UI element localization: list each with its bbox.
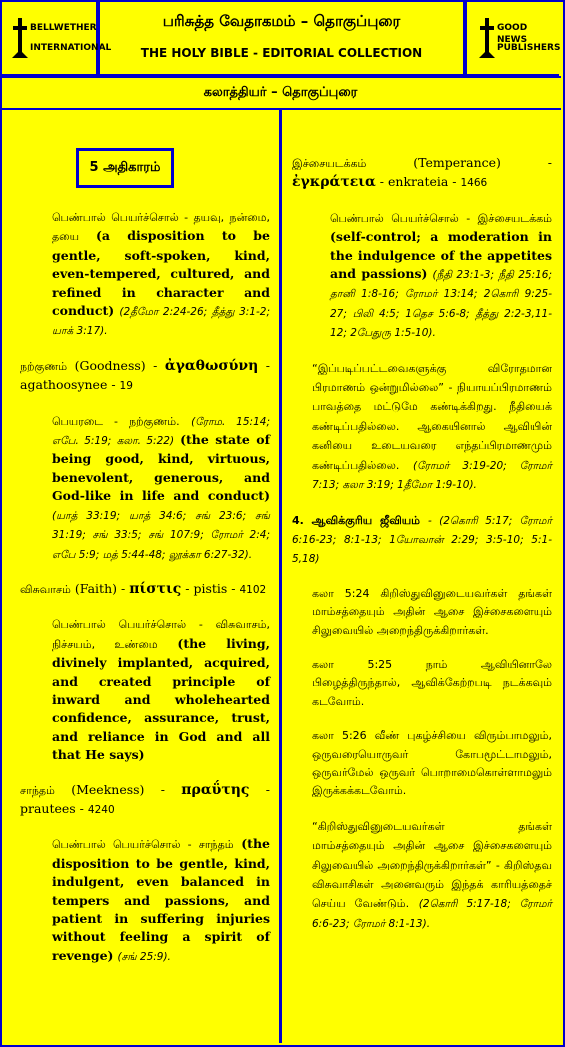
kindness-tamil: பெண்பால் பெயர்ச்சொல் - தயவு, நன்மை, தயை (52, 211, 270, 244)
law-commentary-ref: (ரோமர் 3:19-20; ரோமர் 7:13; கலா 3:19; 1தீமோ 1:9-10). (312, 459, 552, 492)
faith-def-tamil: பெண்பால் பெயர்ச்சொல் - விசுவாசம், நிச்சயம், உண்மை (52, 618, 270, 651)
meekness-strongs: 4240 (87, 803, 115, 816)
goodness-english: (Goodness) - (74, 357, 158, 373)
cross-icon (479, 18, 495, 58)
spiritual-life-heading (292, 511, 552, 569)
law-commentary (312, 359, 552, 495)
kindness-references: (2தீமோ 2:24-26; தீத்து 3:1-2; யாக் 3:17). (52, 306, 270, 338)
faith-definition (52, 615, 270, 764)
kindness-definition (52, 208, 270, 341)
meekness-greek: πραΰτης (181, 781, 250, 798)
logo-right-line1: GOOD NEWS (497, 23, 528, 45)
verse-5-25: கலா 5:25 நாம் ஆவியினாலே பிழைத்திருந்தால், ஆவிக்கேற்றபடி நடக்கவும் கடவோம். (312, 657, 552, 708)
meekness-translit: prautees - (20, 800, 84, 816)
logo-bellwether (0, 0, 112, 76)
meekness-def-english: (the disposition to be gentle, kind, indulgent, even balanced in tempers and passions, and patient in suffering injuries without feeling a spirit of revenge) (52, 836, 270, 963)
right-column (292, 118, 552, 949)
logo-right-line2: PUBLISHERS (497, 43, 561, 53)
temperance-def-ref: (நீதி 23:1-3; நீதி 25:16; தானி 1:8-16; ரோமர் 13:14; 2கொரி 9:25-27; பிலி 4:5; 1தெச 5:6-8; தீத்து 2:2-3,11-12; 2பேதுரு 1:5-10). (330, 269, 553, 340)
title-tamil: பரிசுத்த வேதாகமம் – தொகுப்புரை (162, 12, 401, 30)
meekness-english: (Meekness) - (71, 781, 165, 797)
section-subtitle: கலாத்தியர் – தொகுப்புரை (0, 76, 561, 110)
logo-left-line1: BELLWETHER (30, 23, 97, 33)
spiritual-life-title: 4. ஆவிக்குரிய ஜீவியம் (292, 513, 421, 527)
faith-strongs: 4102 (239, 583, 267, 596)
logo-left-line2: INTERNATIONAL (30, 43, 112, 53)
goodness-def-ref2: (யாத் 33:19; யாத் 34:6; சங் 23:6; சங் 31:19; சங் 33:5; சங் 107:9; ரோமர் 2:4; எபே 5:9; மத் 5:44-48; லூக்கா 6:27-32). (52, 509, 270, 561)
faith-translit: - pistis - (185, 580, 236, 596)
meekness-term (20, 781, 270, 820)
temperance-tamil: இச்சையடக்கம் (292, 157, 367, 170)
faith-def-english: (the living, divinely implanted, acquired, and created principle of inward and wholehearted confidence, assurance, trust, and reliance in God and all that He says) (52, 635, 270, 763)
title-box (98, 0, 465, 76)
goodness-greek: ἀγαθωσύνη (164, 357, 259, 374)
meekness-def-tamil: பெண்பால் பெயர்ச்சொல் - சாந்தம் (52, 838, 234, 852)
verse-5-24: கலா 5:24 கிறிஸ்துவினுடையவர்கள் தங்கள் மாம்சத்தையும் அதின் ஆசை இச்சைகளையும் சிலுவையில் அறைந்திருக்கிறார்கள். (312, 586, 552, 637)
crucifixion-ref: (2கொரி 5:17-18; ரோமர் 6:6-23; ரோமர் 8:1-13). (312, 898, 553, 930)
goodness-tamil: நற்குணம் (20, 359, 68, 373)
meekness-def-ref: (சங் 25:9). (117, 950, 171, 963)
temperance-def-english: (self-control; a moderation in the indulgence of the appetites and passions) (330, 229, 552, 282)
temperance-def-tamil: பெண்பால் பெயர்ச்சொல் - இச்சையடக்கம் (330, 211, 552, 225)
goodness-translit: - agathoosynee - (20, 357, 270, 393)
logo-good-news (465, 0, 559, 76)
meekness-definition (52, 835, 270, 966)
cross-icon (12, 18, 28, 58)
kindness-english: (a disposition to be gentle, soft-spoken, kind, even-tempered, cultured, and refined in character and conduct) (52, 228, 270, 319)
faith-tamil: விசுவாசம் (20, 582, 71, 596)
goodness-definition (52, 412, 270, 564)
chapter-heading: 5 அதிகாரம் (76, 148, 174, 188)
meekness-dash: - (265, 781, 270, 797)
meekness-tamil: சாந்தம் (20, 783, 55, 797)
temperance-definition (330, 209, 552, 343)
temperance-english: (Temperance) - (413, 155, 552, 170)
column-divider (279, 108, 282, 1043)
header (0, 0, 561, 76)
goodness-def-ref1: (ரோம. 15:14; எபே. 5:19; கலா. 5:22) (52, 415, 270, 448)
faith-greek: πίστις (129, 580, 182, 597)
temperance-term (292, 154, 552, 193)
goodness-strongs: 19 (119, 380, 133, 393)
crucifixion-commentary (312, 817, 552, 933)
faith-term (20, 580, 270, 599)
left-column (20, 118, 270, 982)
verse-5-26: கலா 5:26 வீண் புகழ்ச்சியை விரும்பாமலும், ஒருவரையொருவர் கோபமூட்டாமலும், ஒருவர்மேல் ஒருவர் பொறாமைகொள்ளாமலும் இருக்கக்கடவோம். (312, 729, 552, 798)
goodness-term (20, 357, 270, 396)
faith-english: (Faith) - (74, 580, 126, 596)
title-english: THE HOLY BIBLE - EDITORIAL COLLECTION (140, 46, 423, 60)
temperance-greek: ἐγκράτεια (292, 174, 376, 191)
spiritual-life-ref: - (2கொரி 5:17; ரோமர் 6:16-23; 8:1-13; 1யோவான் 2:29; 3:5-10; 5:1-5,18) (292, 514, 552, 566)
goodness-def-tamil: பெயரடை - நற்குணம். (52, 414, 180, 428)
temperance-translit: - enkrateia - (379, 174, 457, 190)
law-commentary-tamil: “இப்படிப்பட்டவைகளுக்கு விரோதமான பிரமாணம் ஒன்றுமில்லை” - நியாயப்பிரமாணம் பாவத்தை மட்டுமே கண்டிக்கிறது. நீதியைக் கண்டிப்பதில்லை. ஆகையினால் ஆவியின் கனியை உடையவரை எந்தப்பிரமாணமும் கண்டிப்பதில்லை. (312, 361, 552, 472)
goodness-def-english: (the state of being good, kind, virtuous, benevolent, generous, and God-like in life and conduct) (52, 432, 270, 504)
crucifixion-tamil: “கிறிஸ்துவினுடையவர்கள் தங்கள் மாம்சத்தையும் அதின் ஆசை இச்சைகளையும் சிலுவையில் அறைந்திருக்கிறார்கள்” - கிறிஸ்தவ விசுவாசிகள் அனைவரும் இந்தக் காரியத்தைச் செய்ய வேண்டும். (312, 819, 552, 911)
temperance-strongs: 1466 (460, 177, 488, 190)
